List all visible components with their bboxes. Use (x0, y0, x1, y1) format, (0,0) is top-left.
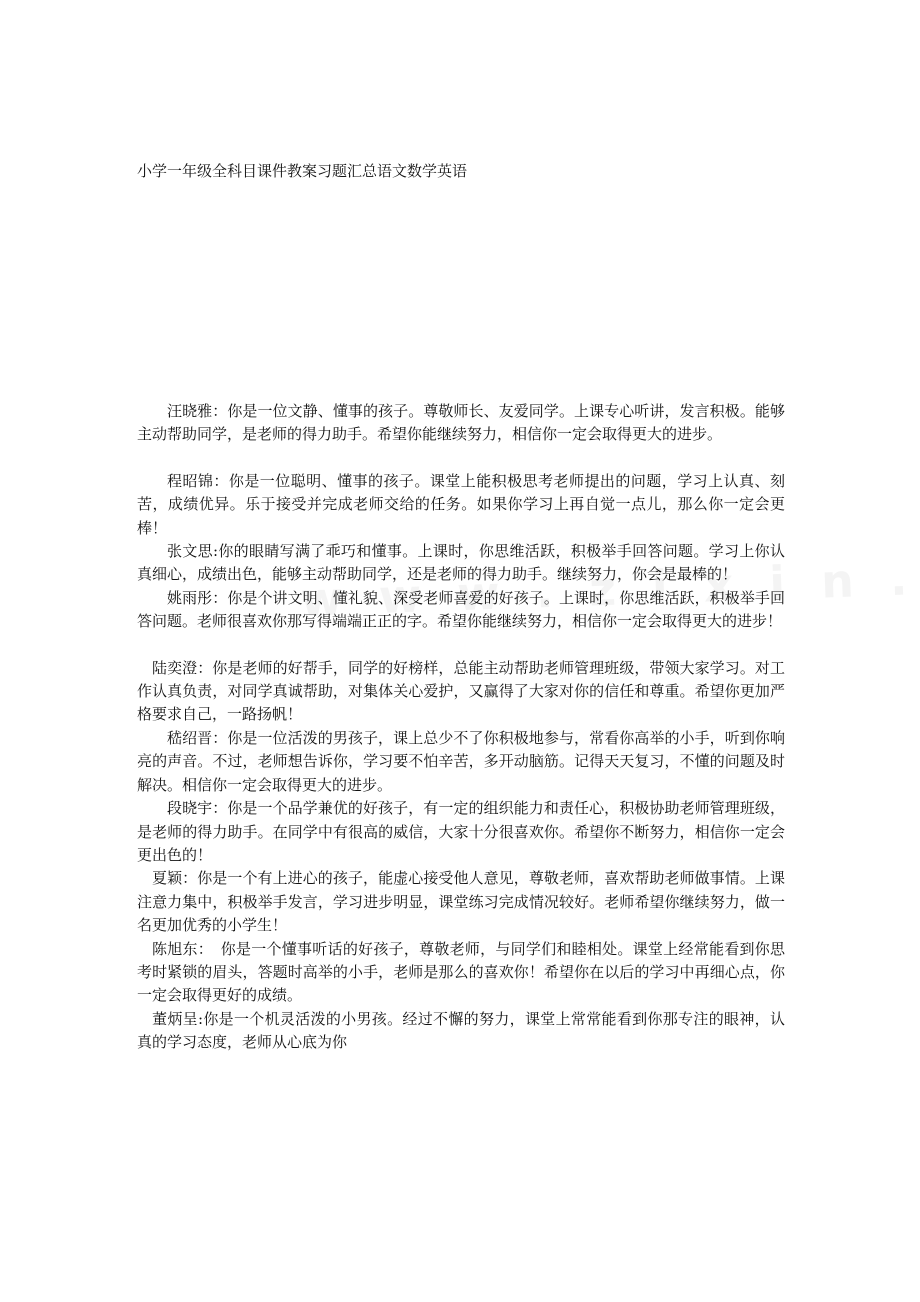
student-name: 段晓宇 (167, 799, 213, 818)
name-separator: ： (212, 402, 228, 420)
student-name: 张文思 (167, 542, 213, 561)
student-name: 姚雨彤 (167, 588, 213, 607)
student-name: 陈旭东 (152, 939, 198, 958)
name-separator: : (197, 1009, 204, 1028)
name-separator: ： (212, 799, 228, 818)
comment-paragraph (137, 938, 785, 1008)
student-name: 程昭锦 (167, 471, 214, 490)
comment-text: 你是一个有上进心的孩子，能虚心接受他人意见，尊敬老师，喜欢帮助老师做事情。上课注意力集中，积极举手发言，学习进步明显，课堂练习完成情况较好。老师希望你继续努力，做一名更加优秀的小学生！ (137, 869, 785, 935)
comment-paragraph (137, 657, 785, 727)
comment-paragraph (137, 540, 785, 587)
student-name: 夏颖 (152, 869, 183, 888)
student-name: 陆奕澄 (152, 658, 198, 677)
comment-paragraph (137, 867, 785, 937)
comment-paragraph (137, 797, 785, 867)
comment-paragraph (137, 400, 785, 447)
comment-text: 你是一位文静、懂事的孩子。尊敬师长、友爱同学。上课专心听讲，发言积极。能够主动帮助同学，是老师的得力助手。希望你能继续努力，相信你一定会取得更大的进步。 (137, 402, 785, 444)
student-name: 汪晓雅 (167, 402, 213, 420)
comment-text: 你是一个品学兼优的好孩子，有一定的组织能力和责任心，积极协助老师管理班级，是老师的得力助手。在同学中有很高的威信，大家十分很喜欢你。希望你不断努力，相信你一定会更出色的！ (137, 799, 785, 864)
comment-text: 你的眼睛写满了乖巧和懂事。上课时，你思维活跃，积极举手回答问题。学习上你认真细心，成绩出色，能够主动帮助同学，还是老师的得力助手。继续努力，你会是最棒的！ (137, 542, 785, 584)
comment-text: 你是个讲文明、懂礼貌、深受老师喜爱的好孩子。上课时，你思维活跃，积极举手回答问题。老师很喜欢你那写得端端正正的字。希望你能继续努力，相信你一定会取得更大的进步！ (137, 588, 785, 631)
comment-paragraph (137, 470, 785, 540)
comment-text: 你是一位聪明、懂事的孩子。课堂上能积极思考老师提出的问题，学习上认真、刻苦，成绩优异。乐于接受并完成老师交给的任务。如果你学习上再自觉一点儿，那么你一定会更棒！ (137, 471, 785, 537)
comment-text: 你是一个懂事听话的好孩子，尊敬老师，与同学们和睦相处。课堂上经常能看到你思考时紧锁的眉头，答题时高举的小手，老师是那么的喜欢你！希望你在以后的学习中再细心点，你一定会取得更好的成绩。 (137, 939, 785, 1005)
name-separator: ： (182, 869, 198, 888)
comment-paragraph (137, 727, 785, 797)
name-separator: ： (212, 728, 228, 747)
name-separator: ： (197, 658, 213, 677)
comment-paragraph (137, 587, 785, 634)
name-separator: : (212, 542, 219, 561)
name-separator: ： (197, 939, 221, 958)
student-name: 嵇绍晋 (167, 728, 213, 747)
name-separator: ： (212, 588, 228, 607)
comment-text: 你是老师的好帮手，同学的好榜样，总能主动帮助老师管理班级，带领大家学习。对工作认真负责，对同学真诚帮助，对集体关心爱护，又赢得了大家对你的信任和尊重。希望你更加严格要求自己，一路扬帆！ (137, 658, 785, 724)
document-title: 小学一年级全科目课件教案习题汇总语文数学英语 (137, 162, 468, 180)
comment-text: 你是一个机灵活泼的小男孩。经过不懈的努力，课堂上常常能看到你那专注的眼神，认真的学习态度，老师从心底为你 (137, 1009, 785, 1052)
student-name: 董炳呈 (152, 1009, 198, 1028)
comment-text: 你是一位活泼的男孩子，课上总少不了你积极地参与，常看你高举的小手，听到你响亮的声音。不过，老师想告诉你，学习要不怕辛苦，多开动脑筋。记得天天复习，不懂的问题及时解决。相信你一定会取得更大的进步。 (137, 728, 785, 794)
comment-list (137, 400, 785, 1055)
comment-paragraph (137, 1008, 785, 1055)
name-separator: ： (213, 471, 229, 490)
